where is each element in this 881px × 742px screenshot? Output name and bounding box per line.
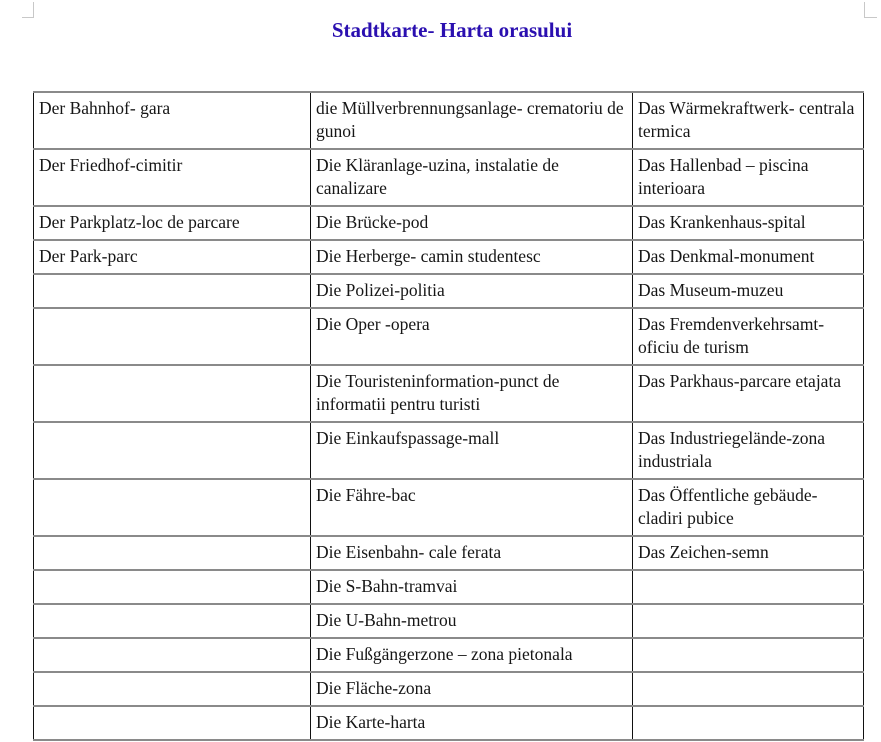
table-cell-col2: Die Oper -opera — [311, 308, 633, 365]
table-cell-col1 — [34, 638, 311, 672]
table-cell-col3: Das Hallenbad – piscina interioara — [633, 149, 864, 206]
table-cell-col3 — [633, 570, 864, 604]
table-cell-col3: Das Fremdenverkehrsamt- oficiu de turism — [633, 308, 864, 365]
table-row — [34, 308, 864, 365]
table-cell-col3 — [633, 638, 864, 672]
table-cell-col1 — [34, 479, 311, 536]
table-cell-col3: Das Industriegelände-zona industriala — [633, 422, 864, 479]
table-cell-col3: Das Krankenhaus-spital — [633, 206, 864, 240]
table-cell-col2: Die Brücke-pod — [311, 206, 633, 240]
table-row — [34, 240, 864, 274]
table-cell-col3 — [633, 672, 864, 706]
table-cell-col1 — [34, 308, 311, 365]
table-cell-col3 — [633, 604, 864, 638]
table-cell-col2: Die Polizei-politia — [311, 274, 633, 308]
table-cell-col1 — [34, 422, 311, 479]
table-row — [34, 536, 864, 570]
table-cell-col2: Die S-Bahn-tramvai — [311, 570, 633, 604]
table-cell-col2: Die Eisenbahn- cale ferata — [311, 536, 633, 570]
table-cell-col2: Die Fläche-zona — [311, 672, 633, 706]
table-cell-col2: Die Fußgängerzone – zona pietonala — [311, 638, 633, 672]
table-row — [34, 570, 864, 604]
table-cell-col1 — [34, 365, 311, 422]
vocabulary-table-body — [34, 92, 864, 740]
table-row — [34, 638, 864, 672]
table-cell-col1: Der Parkplatz-loc de parcare — [34, 206, 311, 240]
table-row — [34, 479, 864, 536]
table-row — [34, 92, 864, 149]
table-cell-col1: Der Bahnhof- gara — [34, 92, 311, 149]
table-cell-col1: Der Friedhof-cimitir — [34, 149, 311, 206]
table-cell-col2: Die Fähre-bac — [311, 479, 633, 536]
table-cell-col2: die Müllverbrennungsanlage- crematoriu de gunoi — [311, 92, 633, 149]
table-row — [34, 365, 864, 422]
table-cell-col2: Die Touristeninformation-punct de informatii pentru turisti — [311, 365, 633, 422]
table-cell-col3: Das Zeichen-semn — [633, 536, 864, 570]
table-row — [34, 604, 864, 638]
table-row — [34, 206, 864, 240]
table-cell-col2: Die Herberge- camin studentesc — [311, 240, 633, 274]
table-cell-col3: Das Öffentliche gebäude- cladiri pubice — [633, 479, 864, 536]
table-cell-col3: Das Wärmekraftwerk- centrala termica — [633, 92, 864, 149]
table-cell-col1: Der Park-parc — [34, 240, 311, 274]
table-row — [34, 672, 864, 706]
table-row — [34, 422, 864, 479]
table-cell-col2: Die Kläranlage-uzina, instalatie de canalizare — [311, 149, 633, 206]
table-cell-col3: Das Denkmal-monument — [633, 240, 864, 274]
table-cell-col1 — [34, 706, 311, 740]
table-cell-col3: Das Parkhaus-parcare etajata — [633, 365, 864, 422]
document-title: Stadtkarte- Harta orasului — [331, 18, 573, 42]
table-cell-col1 — [34, 536, 311, 570]
table-cell-col2: Die Karte-harta — [311, 706, 633, 740]
page-corner-mark-top-right — [864, 2, 877, 18]
table-row — [34, 149, 864, 206]
page-corner-mark-top-left — [22, 2, 34, 18]
table-row — [34, 274, 864, 308]
table-cell-col1 — [34, 672, 311, 706]
table-cell-col1 — [34, 604, 311, 638]
table-row — [34, 706, 864, 740]
table-cell-col3 — [633, 706, 864, 740]
table-cell-col2: Die U-Bahn-metrou — [311, 604, 633, 638]
table-cell-col3: Das Museum-muzeu — [633, 274, 864, 308]
vocabulary-table — [33, 91, 864, 741]
table-cell-col1 — [34, 570, 311, 604]
table-cell-col1 — [34, 274, 311, 308]
table-cell-col2: Die Einkaufspassage-mall — [311, 422, 633, 479]
